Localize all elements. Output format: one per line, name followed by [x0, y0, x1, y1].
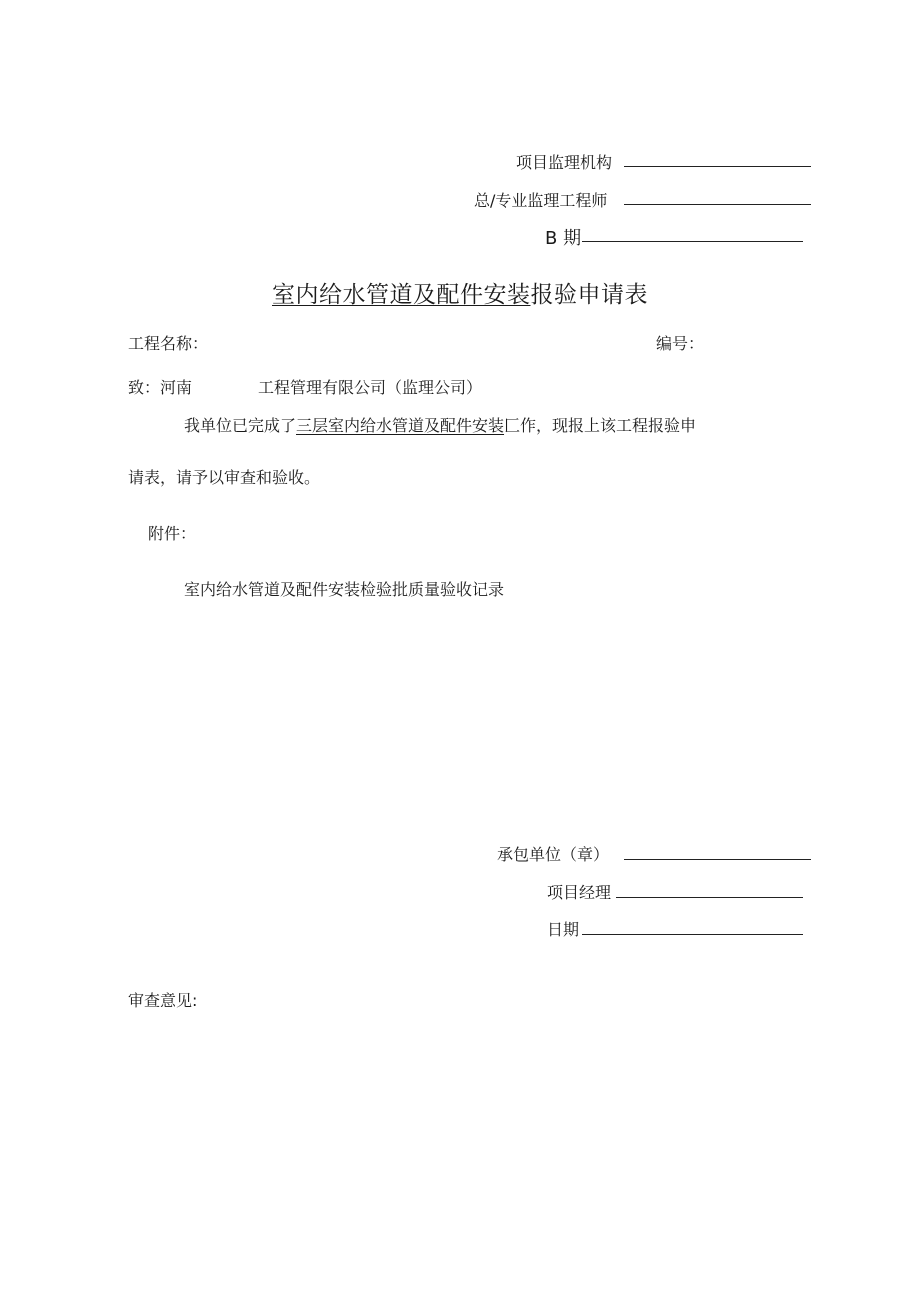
supervision-org-line[interactable]	[624, 166, 811, 167]
number-label: 编号：	[656, 334, 705, 353]
attachment-label: 附件：	[148, 524, 197, 543]
to-prefix: 致：河南	[128, 378, 193, 397]
title-rest: 报验申请表	[530, 282, 648, 308]
para-start: 我单位已完成了	[184, 416, 297, 435]
para-end: 匚作，现报上该工程报验申	[504, 416, 697, 435]
manager-line[interactable]	[616, 897, 803, 898]
header-date-label: B 期	[545, 228, 582, 249]
paragraph-line-1	[184, 413, 696, 436]
signature-date-line[interactable]	[582, 934, 803, 935]
title-underlined: 室内给水管道及配件安装	[272, 282, 531, 308]
project-name-label: 工程名称：	[128, 334, 209, 353]
supervision-org-label: 项目监理机构	[516, 153, 613, 172]
engineer-line[interactable]	[624, 204, 811, 205]
header-date-line[interactable]	[582, 241, 803, 242]
engineer-label: 总/专业监理工程师	[474, 191, 608, 210]
paragraph-line-2: 请表，请予以审查和验收。	[128, 468, 321, 487]
review-label: 审查意见:	[128, 991, 198, 1010]
contractor-label: 承包单位（章）	[497, 845, 610, 864]
page-title	[272, 276, 648, 309]
contractor-line[interactable]	[624, 859, 811, 860]
to-company: 工程管理有限公司（监理公司）	[258, 378, 483, 397]
para-underlined: 三层室内给水管道及配件安装	[296, 416, 505, 435]
signature-date-label: 日期	[547, 920, 580, 939]
attachment-item: 室内给水管道及配件安装检验批质量验收记录	[184, 580, 505, 599]
manager-label: 项目经理	[547, 883, 612, 902]
